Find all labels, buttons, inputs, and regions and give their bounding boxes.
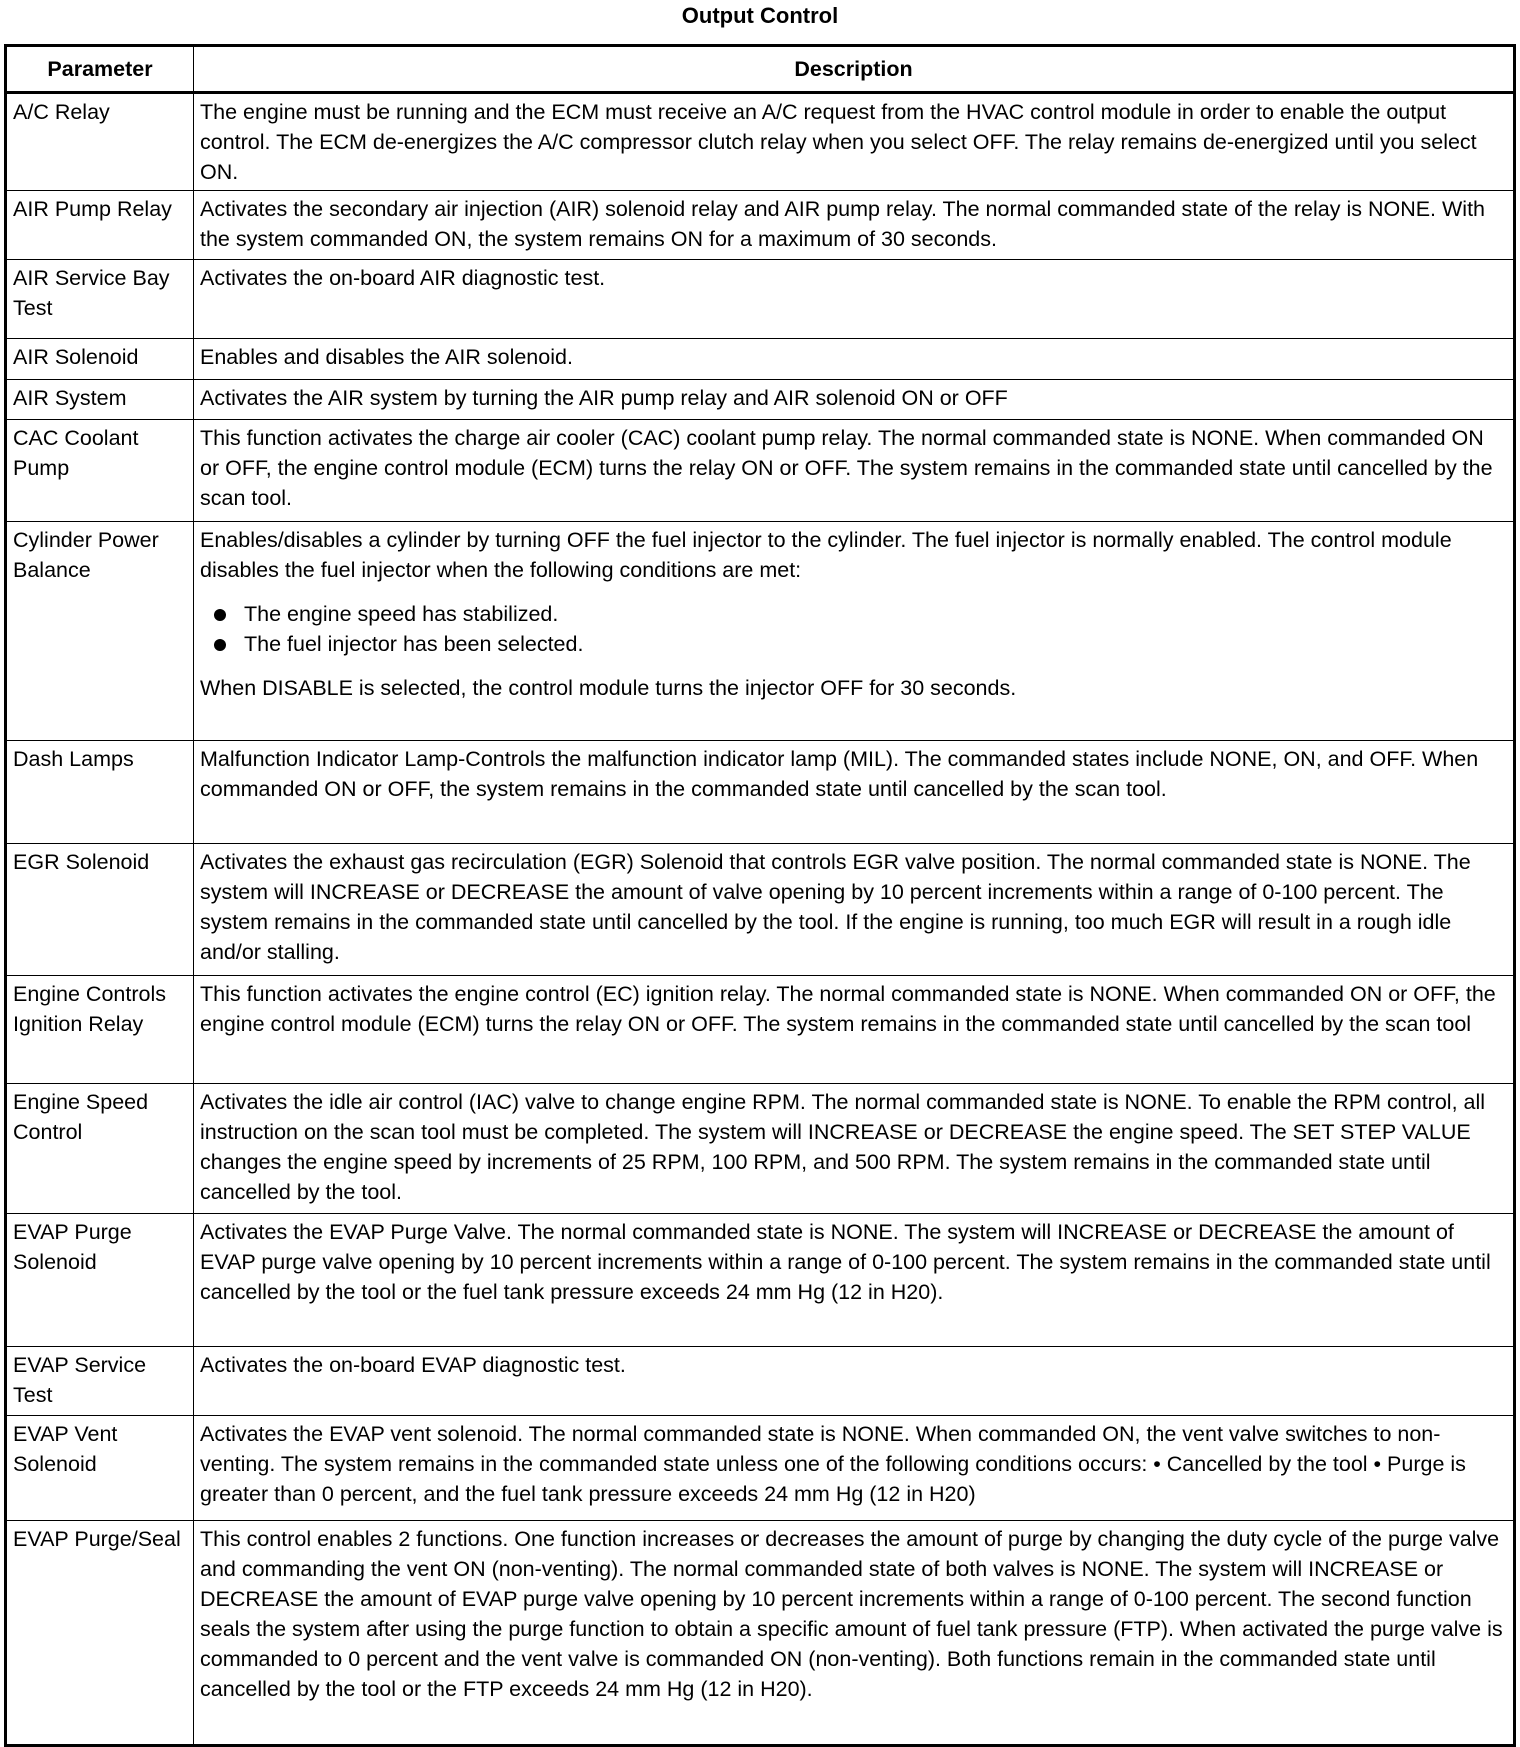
parameter-cell: CAC Coolant Pump [6, 420, 194, 522]
description-text: Enables/disables a cylinder by turning OFF the fuel injector to the cylinder. The fuel injector is normally enabled. The control module disables the fuel injector when the following conditions are met: [200, 528, 1452, 582]
bullet-icon [214, 609, 226, 621]
parameter-cell: Engine Speed Control [6, 1084, 194, 1214]
parameter-cell: EVAP Vent Solenoid [6, 1416, 194, 1521]
parameter-cell: EVAP Purge Solenoid [6, 1214, 194, 1347]
table-row [6, 93, 1515, 191]
column-header-parameter: Parameter [6, 46, 194, 93]
table-row [6, 741, 1515, 844]
description-cell: Activates the secondary air injection (AIR) solenoid relay and AIR pump relay. The normal commanded state of the relay is NONE. With the system commanded ON, the system remains ON for a maximum of 30 seconds. [194, 191, 1515, 260]
table-row [6, 1416, 1515, 1521]
description-cell: Activates the AIR system by turning the AIR pump relay and AIR solenoid ON or OFF [194, 380, 1515, 420]
parameter-cell: Cylinder Power Balance [6, 522, 194, 741]
description-cell: This function activates the engine control (EC) ignition relay. The normal commanded state is NONE. When commanded ON or OFF, the engine control module (ECM) turns the relay ON or OFF. The system remains in the commanded state until cancelled by the scan tool [194, 976, 1515, 1084]
description-cell: Activates the on-board AIR diagnostic test. [194, 260, 1515, 339]
table-row [6, 1214, 1515, 1347]
table-row [6, 260, 1515, 339]
table-row [6, 339, 1515, 380]
description-cell: Activates the idle air control (IAC) valve to change engine RPM. The normal commanded state is NONE. To enable the RPM control, all instruction on the scan tool must be completed. The system will INCREASE or DECREASE the engine speed. The SET STEP VALUE changes the engine speed by increments of 25 RPM, 100 RPM, and 500 RPM. The system remains in the commanded state until cancelled by the tool. [194, 1084, 1515, 1214]
description-cell: This function activates the charge air cooler (CAC) coolant pump relay. The normal commanded state is NONE. When commanded ON or OFF, the engine control module (ECM) turns the relay ON or OFF. The system remains in the commanded state until cancelled by the scan tool. [194, 420, 1515, 522]
description-cell: Activates the EVAP Purge Valve. The normal commanded state is NONE. The system will INCREASE or DECREASE the amount of EVAP purge valve opening by 10 percent increments within a range of 0-100 percent. The system remains in the commanded state until cancelled by the tool or the fuel tank pressure exceeds 24 mm Hg (12 in H20). [194, 1214, 1515, 1347]
parameter-cell: EVAP Purge/Seal [6, 1521, 194, 1746]
table-body [6, 93, 1515, 1746]
parameter-cell: AIR Solenoid [6, 339, 194, 380]
list-item-text: The fuel injector has been selected. [244, 632, 584, 656]
description-cell: The engine must be running and the ECM must receive an A/C request from the HVAC control module in order to enable the output control. The ECM de-energizes the A/C compressor clutch relay when you select OFF. The relay remains de-energized until you select ON. [194, 93, 1515, 191]
parameter-cell: AIR System [6, 380, 194, 420]
table-row [6, 380, 1515, 420]
table-row [6, 420, 1515, 522]
table-header-row [6, 46, 1515, 93]
list-item-text: The engine speed has stabilized. [244, 602, 559, 626]
description-cell: Activates the on-board EVAP diagnostic test. [194, 1347, 1515, 1416]
list-item [244, 599, 1507, 629]
table-row [6, 1347, 1515, 1416]
parameter-cell: AIR Service Bay Test [6, 260, 194, 339]
parameter-cell: EGR Solenoid [6, 844, 194, 976]
table-row [6, 522, 1515, 741]
description-cell: Malfunction Indicator Lamp-Controls the malfunction indicator lamp (MIL). The commanded states include NONE, ON, and OFF. When commanded ON or OFF, the system remains in the commanded state until cancelled by the scan tool. [194, 741, 1515, 844]
page-title: Output Control [681, 3, 839, 28]
description-cell: Activates the EVAP vent solenoid. The normal commanded state is NONE. When commanded ON, the vent valve switches to non-venting. The system remains in the commanded state unless one of the following conditions occurs: • Cancelled by the tool • Purge is greater than 0 percent, and the fuel tank pressure exceeds 24 mm Hg (12 in H20) [194, 1416, 1515, 1521]
description-cell: This control enables 2 functions. One function increases or decreases the amount of purge by changing the duty cycle of the purge valve and commanding the vent ON (non-venting). The normal commanded state of both valves is NONE. The system will INCREASE or DECREASE the amount of EVAP purge valve opening by 10 percent increments within a range of 0-100 percent. The second function seals the system after using the purge function to obtain a specific amount of fuel tank pressure (FTP). When activated the purge valve is commanded to 0 percent and the vent valve is commanded ON (non-venting). Both functions remain in the commanded state until cancelled by the tool or the FTP exceeds 24 mm Hg (12 in H20). [194, 1521, 1515, 1746]
parameter-cell: Engine Controls Ignition Relay [6, 976, 194, 1084]
table-row [6, 844, 1515, 976]
parameter-cell: Dash Lamps [6, 741, 194, 844]
table-row [6, 1521, 1515, 1746]
table-row [6, 191, 1515, 260]
bullet-icon [214, 639, 226, 651]
parameter-cell: AIR Pump Relay [6, 191, 194, 260]
table-row [6, 976, 1515, 1084]
table-row [6, 1084, 1515, 1214]
parameter-cell: EVAP Service Test [6, 1347, 194, 1416]
description-cell [194, 522, 1515, 741]
parameter-cell: A/C Relay [6, 93, 194, 191]
description-note: When DISABLE is selected, the control module turns the injector OFF for 30 seconds. [200, 676, 1017, 700]
output-control-table [4, 44, 1516, 1747]
condition-list [200, 599, 1507, 659]
description-cell: Enables and disables the AIR solenoid. [194, 339, 1515, 380]
description-cell: Activates the exhaust gas recirculation (EGR) Solenoid that controls EGR valve position. The normal commanded state is NONE. The system will INCREASE or DECREASE the amount of valve opening by 10 percent increments within a range of 0-100 percent. The system remains in the commanded state until cancelled by the tool. If the engine is running, too much EGR will result in a rough idle and/or stalling. [194, 844, 1515, 976]
list-item [244, 629, 1507, 659]
column-header-description: Description [194, 46, 1515, 93]
